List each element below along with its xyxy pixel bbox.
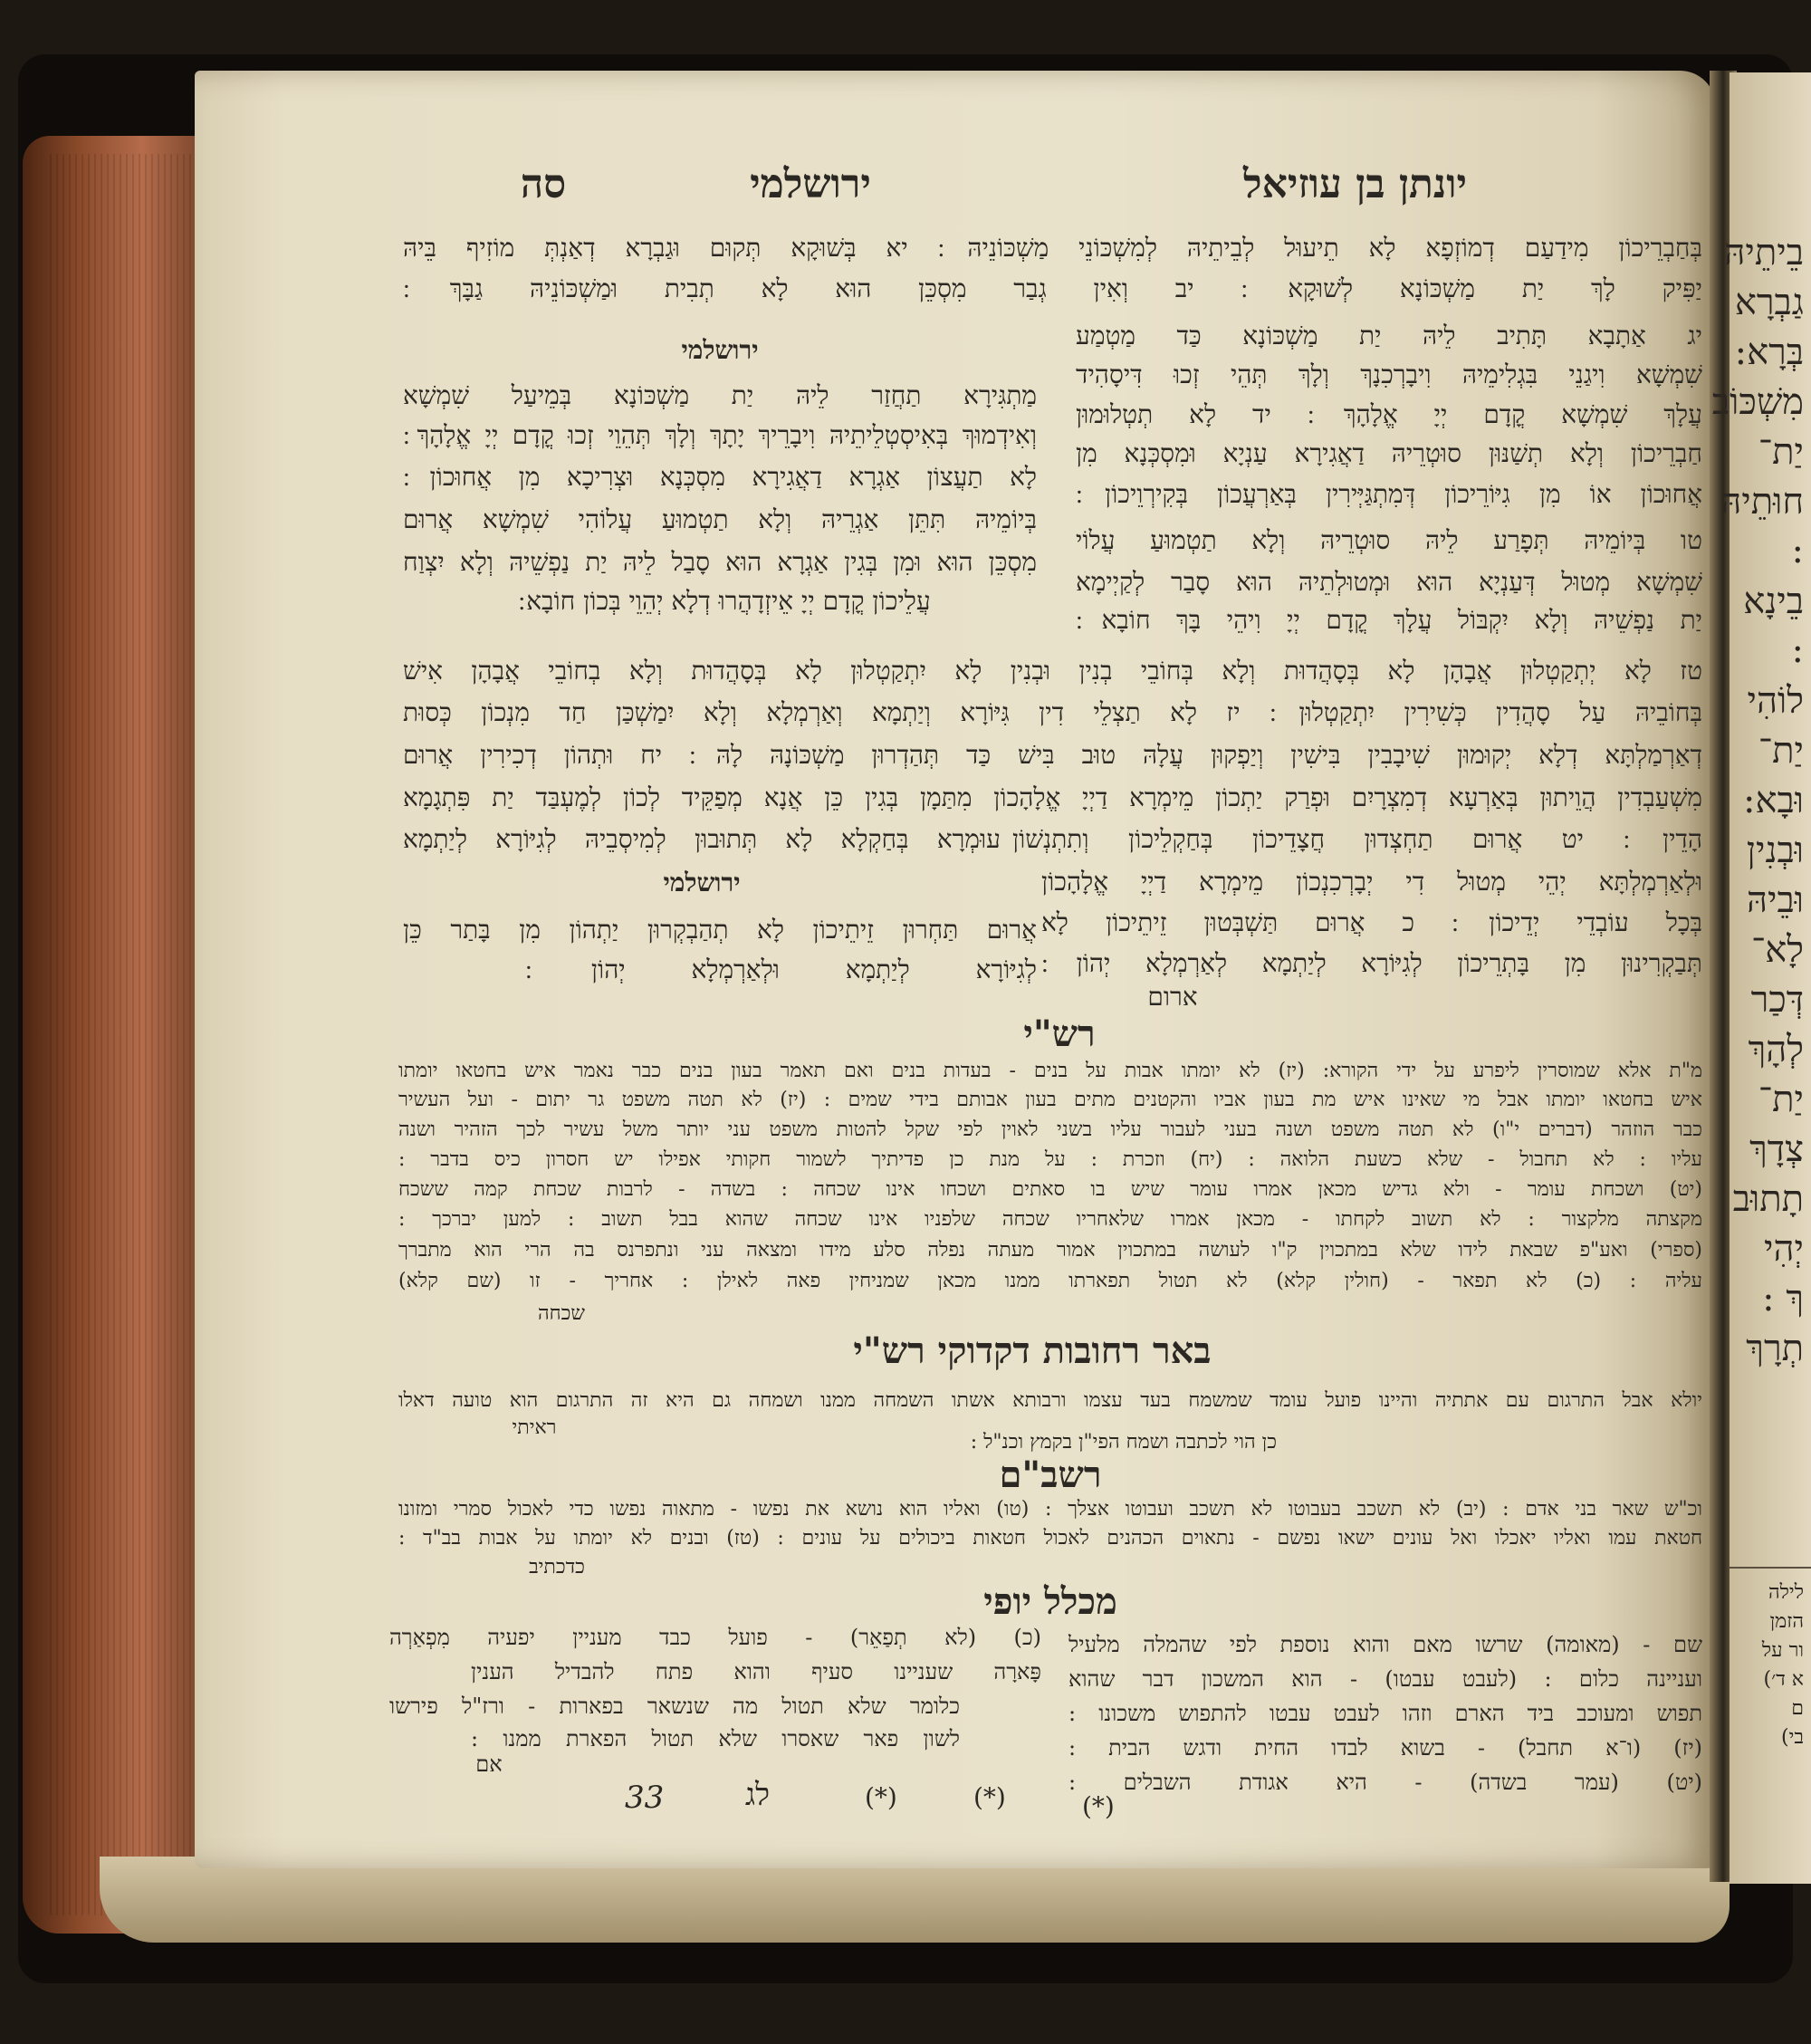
right-page-fragment: ור על bbox=[1761, 1639, 1804, 1662]
text-line: יַת נַפְשֵׁיהּ וְלָא יִקְבּוֹל עֲלָךְ קֳדָם יְיָ וִיהֵי בָּךְ חוֹבָא ׃ bbox=[1076, 605, 1702, 635]
page-edge-texture bbox=[50, 154, 195, 1915]
text-line: הָדֵין ׃ יט אֲרוּם תַחְצְדוּן חֲצָדֵיכוֹן בְּחַקְלֵיכוֹן וְתִתְנְשׁוֹן bbox=[1012, 824, 1702, 854]
text-line: עֲלֵיכוֹן קֳדָם יְיָ אֵיזְדָהֲרוּ דְלָא יְהֵוֵי בְּכוֹן חוֹבָא ׃ bbox=[518, 586, 931, 616]
right-page-fragment: : bbox=[1791, 629, 1804, 671]
right-page-fragment: דְּכַר bbox=[1750, 979, 1804, 1021]
footnote-mark: (*) bbox=[865, 1782, 897, 1812]
right-page-strip bbox=[1711, 72, 1811, 1884]
text-line: לְגִיּוֹרָא לְיַתְמָא וּלְאַרְמְלָא יְהוֹן ׃ bbox=[525, 955, 1037, 984]
signature-number: 33 bbox=[625, 1780, 665, 1816]
right-page-rule bbox=[1730, 1567, 1811, 1569]
text-line: עֲלָךְ שִׁמְשָׁא קֳדָם יְיָ אֱלָהָךְ ׃ יד לָא תְטְלוּמוּן bbox=[1076, 399, 1702, 429]
right-page-fragment: חוּתֵיהּ bbox=[1720, 481, 1804, 523]
commentary-line: (כ) (לא תְפַאֵר) - פועל כבד מעניין יפעיה מִפְאַרְה bbox=[389, 1625, 1041, 1650]
text-line: שִׁמְשָׁא וִיגַנֵי בִּגְלִימֵיהּ וִיבָרְכִנָךְ וְלָךְ תְּהֵי זְכוּ דִּיסָהִיד bbox=[1076, 360, 1702, 389]
right-page-fragment: בֵיתֵיהּ bbox=[1724, 232, 1804, 273]
catchword: כדכתיב bbox=[529, 1556, 585, 1579]
right-page-fragment: לָא־ bbox=[1750, 929, 1804, 971]
right-page-fragment: בי) bbox=[1781, 1726, 1804, 1749]
text-line: תְּבַקְרִינוּן מִן בָּתְרֵיכוֹן לְגִיּוֹרָא לְיַתְמָא לְאַרְמְלָא יְהוֹן ׃ bbox=[1041, 948, 1702, 978]
commentary-line: פָּארָה שעניינו סעיף והוא פתח להבדיל הענין bbox=[471, 1659, 1041, 1684]
rashi-title: רש"י bbox=[1023, 1012, 1096, 1055]
commentary-line: עליה : (כ) לא תפאר - (חולין קלא) לא תטול תפארתו ממנו מכאן שמניחין פאה לאילן : אחריך - זו (שם קלא) bbox=[398, 1270, 1702, 1292]
signature-hebrew: לג bbox=[744, 1777, 770, 1813]
catchword: ראיתי bbox=[512, 1416, 557, 1439]
catchword: אם bbox=[475, 1751, 503, 1777]
rashbam-title: רשב"ם bbox=[999, 1454, 1102, 1496]
commentary-line: כלומר שלא תטול מה שנשאר בפארות - ורז"ל פירשו bbox=[389, 1694, 960, 1719]
right-page-fragment: בְּרָא: bbox=[1734, 331, 1804, 373]
text-line: יג אַתָבָא תָּתִיב לֵיהּ יַת מַשְׁכּוֹנָא כַּד מַטְמַע bbox=[1076, 321, 1702, 350]
right-page-fragment: הזמן bbox=[1769, 1610, 1804, 1633]
commentary-line: כן הוי לכתבה ושמח הפי"ן בקמץ וכנ"ל : bbox=[970, 1431, 1277, 1454]
commentary-line: מקצתה מלקצור : לא תשוב לקחתו - מכאן אמרו שלאחריו שכחה שלפניו אינו שכחה שהוא בבל תשוב : למען יברכך : bbox=[398, 1208, 1702, 1231]
page-bottom-edge bbox=[100, 1857, 1730, 1943]
commentary-line: לשון פאר שאסרו שלא תטול הפארת ממנו : bbox=[471, 1726, 960, 1751]
text-line: חַבְרֵיכוֹן וְלָא תְשַׁנּוּן סוּטְרֵיהּ דַאֲגִירָא עַנְיָא וּמִסְכְּנָא מִן bbox=[1076, 438, 1702, 468]
text-line: אֲחוּכוֹן אוֹ מִן גִיּוֹרֵיכוֹן דְּמִתְגַּיְּירִין בְּאַרְעֲכוֹן בְּקִירְוֵיכוֹן ׃ bbox=[1076, 479, 1702, 509]
right-page-fragment: ם bbox=[1791, 1697, 1804, 1720]
text-line: מִסְכֵּן הוּא וּמִן בְּגִין אַגְרָא הוּא סָבַל לֵיהּ יַת נַפְשֵׁיהּ וְלָא יִצְוַח bbox=[403, 547, 1037, 577]
text-line: מַתְגִּירָא תַחֲזַר לֵיהּ יַת מַשְׁכּוֹנָא בְּמֵיעַל שִׁמְשָׁא bbox=[403, 380, 1037, 410]
michlal-title: מכלל יופי bbox=[983, 1580, 1117, 1623]
right-page-fragment: לוֹהִי bbox=[1747, 680, 1804, 722]
commentary-line: מ"ת אלא שמוסרין ליפרע על ידי הקורא: (יז) לא יומתו אבות על בנים - בעדות בנים ואם תאמר בעון בנים כבר נאמר איש בחטאו יומתו bbox=[398, 1060, 1702, 1082]
right-page-fragment: ךְ : bbox=[1762, 1278, 1804, 1319]
text-line: אֲרוּם תַּחְרוּן זֵיתֵיכוֹן לָא תְהַבְקְרוּן יַתְהוֹן מִן בָּתַר כֵּן bbox=[403, 915, 1037, 945]
text-line: טו בְּיוֹמֵיהּ תְּפָרַע לֵיהּ סוּטְרֵיהּ וְלָא תַטְמוּעַ עֲלוֹי bbox=[1076, 525, 1702, 555]
right-page-fragment: צְדָךְ bbox=[1749, 1128, 1804, 1170]
text-line: בְּיוֹמֵיהּ תִּתֵּן אַגְרֵיהּ וְלָא תַטְמוּעַ עֲלוֹהִי שִׁמְשָׁא אֲרוּם bbox=[403, 504, 1037, 534]
commentary-line: עליו : לא תחבול - שלא כשעת הלואה : (יח) וזכרת : על מנת כן פדיתיך לשמור חקותי אפילו יש חסרון כיס בדבר : bbox=[398, 1148, 1703, 1171]
text-line: שִׁמְשָׁא מְטוּל דְּעַנְיָא הוּא וּמְטוּלְתֵיהּ הוּא סָבַר לְקַיְימָא bbox=[1076, 567, 1702, 597]
text-line: יַפִּיק לָךְ יַת מַשְׁכּוֹנָא לְשׁוּקָא ׃ יב וְאִין גְבַר מִסְכֵּן הוּא לָא תְבִית וּמַשְׁכּוֹנֵיהּ גַבָּךְ ׃ bbox=[403, 273, 1702, 303]
commentary-line: איש בחטאו יומתו אבל מי שאינו איש מת בעון אביו והקטנים מתים בעון אבותם בידי שמים : (יז) לא תטה משפט גר יתום - ועל העשיר bbox=[398, 1089, 1702, 1111]
page-number: סה bbox=[520, 161, 567, 207]
commentary-line: כבר הוזהר (דברים י"ו) לא תטה משפט ושנה בעני לעבור עליו בשני לאוין לפי שקל להטות משפט עני יותר משל עשיר לכך הזהיר ושנה bbox=[398, 1118, 1702, 1141]
text-line: מִשְׁעַבְדִין הֲוֵיתוּן בְּאַרְעָא דְמִצְרָיִם וּפְרַק יַתְכוֹן מֵימְרָא דַיְיָ אֱלָהָכוֹן מִתַּמָן בְּגִין כֵּן אֲנָא מְפַקֵּיד לְכוֹן לְמֶעְבַּד יַת פִּתְגָמָא bbox=[403, 782, 1702, 812]
header-center-title: ירושלמי bbox=[750, 161, 871, 207]
text-line: דְאַרְמַלְתָּא דְלָא יְקוּמוּן שִׁיבָבִין בִּישִׁין וְיַפְקוּן עֲלָהּ טוּב בִּישׁ כַּד תְּהַדְרוּן מַשְׁכּוֹנָהּ לָהּ ׃ יח וּתְהוֹן דְכִירִין אֲרוּם bbox=[403, 740, 1702, 770]
header-right-title: יונתן בן עוזיאל bbox=[1242, 161, 1467, 207]
right-page-fragment: גַבְרָא bbox=[1734, 282, 1804, 323]
right-page-fragment: תְרָךְ bbox=[1746, 1328, 1804, 1369]
right-page-fragment: וּבָא: bbox=[1743, 780, 1804, 821]
right-page-fragment: בֵינָא bbox=[1743, 581, 1804, 622]
right-page-fragment: : bbox=[1791, 530, 1804, 571]
yerushalmi-title: ירושלמי bbox=[663, 868, 741, 897]
catchword: ארום bbox=[1147, 982, 1198, 1012]
right-page-fragment: יַת־ bbox=[1758, 730, 1804, 772]
right-page-fragment: יְהִי bbox=[1764, 1228, 1804, 1270]
commentary-line: (ספרי) ואע"פ שבאת לידו שלא במתכוין ק"ו לעושה במתכוין אמור מעתה נפלה סלע מידו ומצאה עני ונתפרנס בה הרי הוא מתברך bbox=[398, 1239, 1702, 1262]
commentary-line: (יט) (עמר בשדה) - היא אגודת השבלים : bbox=[1068, 1770, 1702, 1795]
text-line: בְּחַבְרֵיכוֹן מִידַעַם דְמוֹזְפָא לָא תֵיעוּל לְבֵיתֵיהּ לְמִשְׁכּוֹנֵי מַשְׁכּוֹנֵיהּ ׃ יא בְּשׁוּקָא תְּקוּם וּגַבְרָא דְאַנְתְּ מוֹזִיף בֵּיהּ bbox=[403, 233, 1702, 263]
right-page-fragment: מִשְׁכּוֹב bbox=[1711, 381, 1804, 423]
yerushalmi-title: ירושלמי bbox=[681, 335, 759, 365]
baer-title: באר רחובות דקדוקי רש"י bbox=[853, 1329, 1212, 1372]
right-page-fragment: לְהָךְ bbox=[1748, 1029, 1804, 1070]
right-page-fragment: א ד׳) bbox=[1763, 1668, 1804, 1691]
commentary-line: (יט) ושכחת עומר - ולא גדיש מכאן אמרו עומר שיש בו סאתים ושכחו אינו שכחה : בשדה - לרבות שכחת קמה ששכח bbox=[398, 1178, 1702, 1201]
commentary-line: ועניינה כלום : (לעבט עבטו) - הוא המשכון דבר שהוא bbox=[1068, 1666, 1702, 1692]
text-line: עוּמְרָא בְּחַקְלָא לָא תְּתוּבוּן לְמִיסְבֵיהּ לְגִיּוֹרָא לְיַתְמָא bbox=[403, 824, 1001, 854]
text-line: לָא תַעֲצוֹן אַגְרָא דַאֲגִירָא מִסְכְּנָא וּצְרִיכָא מִן אֲחוּכוֹן ׃ bbox=[403, 462, 1037, 492]
commentary-line: וכ"ש שאר בני אדם : (יב) לא תשכב בעבוטו לא תשכב ועבוטו אצלך : (טו) ואליו הוא נושא את נפשו - מתאוה נפשו כדי לאכול סמרי ומזונו bbox=[398, 1498, 1702, 1521]
commentary-line: יולא אבל התרגום עם אתתיה והיינו פועל עומד שמשמח בעד עצמו ורבותא אשתו השמחה ממנו ושמחה גם היא זה התרגום הוא טועה דאלו bbox=[398, 1389, 1702, 1412]
right-page-fragment: וּבְנִין bbox=[1746, 830, 1804, 871]
commentary-line: שם - (מאומה) שרשו מאם והוא נוספת לפי שהמלה מלעיל bbox=[1068, 1632, 1702, 1657]
text-line: וְאִידְמוּךְ בְּאִיסְטְלֵיתֵיהּ וִיבָרֵיךְ יָתָךְ וְלָךְ תְּהֵוֵי זְכוּ קֳדָם יְיָ אֱלָהָךְ ׃ bbox=[403, 420, 1038, 450]
footnote-mark: (*) bbox=[1082, 1791, 1115, 1821]
text-line: טז לָא יְתְקַטְלוּן אֲבָהָן לָא בְּסָהֲדוּת וְלָא בְּחוֹבֵי בְנִין וּבְנִין לָא יִתְקַטְלוּן לָא בְּסָהֲדוּת וְלָא בְחוֹבֵי אֲבָהָן אִישׁ bbox=[403, 656, 1702, 686]
text-line: בְּחוֹבֵיהּ עַל סָהֲדִין כְּשִׁירִין יִתְקַטְלוּן ׃ יז לָא תַצְלֵי דִין גִּיּוֹרָא וְיַתְמָא וְאַרְמְלָא וְלָא יִמַשְׁכַּן חַד מִנְכוֹן כְּסוּת bbox=[403, 697, 1702, 727]
right-page-fragment: יַת־ bbox=[1758, 1079, 1804, 1120]
catchword: שכחה bbox=[537, 1302, 585, 1325]
commentary-line: (יז) (ו־א תחבל) - בשוא לבדו החית ודגש הבית : bbox=[1068, 1735, 1702, 1761]
text-line: וּלְאַרְמְלְתָּא יְהֵי מְטוּל דִי יְבָרְכִנְכוֹן מֵימְרָא דַיְיָ אֱלָהָכוֹן bbox=[1041, 867, 1702, 897]
commentary-line: חטאת עמו ואליו יאכלו ואל עונים ישאו נפשם - נתאוים הכהנים לאכול חטאות ביכולים על עונים : (טז) ובנים לא יומתו על אבות בב"ד : bbox=[398, 1527, 1702, 1550]
right-page-fragment: וּבֵיהּ bbox=[1746, 879, 1804, 921]
footnote-mark: (*) bbox=[973, 1782, 1006, 1812]
commentary-line: תפוש ומעוכב ביד הארם וזהו לעבט עבטו להתפוש משכונו : bbox=[1068, 1701, 1702, 1726]
right-page-fragment: לילה bbox=[1768, 1581, 1804, 1604]
right-page-fragment: תָתוּב bbox=[1732, 1178, 1804, 1220]
text-line: בְּכָל עוֹבְדֵי יְדֵיכוֹן ׃ כ אֲרוּם תַּשְׁבְּטוּן זֵיתֵיכוֹן לָא bbox=[1041, 907, 1702, 937]
right-page-fragment: יַת־ bbox=[1758, 431, 1804, 473]
